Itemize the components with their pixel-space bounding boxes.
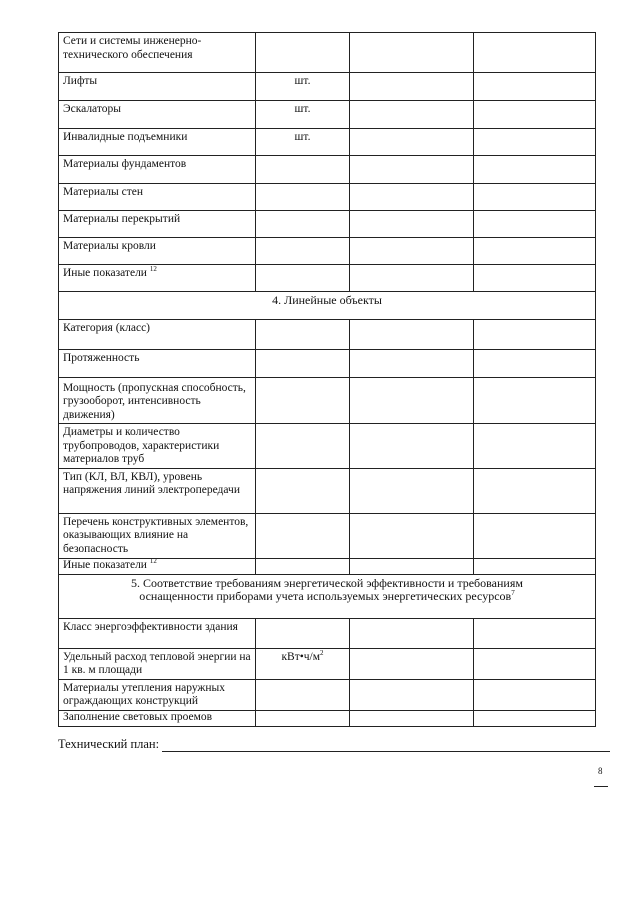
- row-label: [59, 265, 256, 292]
- value-cell: [350, 710, 474, 726]
- row-label: [59, 558, 256, 574]
- value-cell: [350, 320, 474, 350]
- table-row: [59, 350, 596, 378]
- value-cell: [474, 710, 596, 726]
- row-label: Материалы кровли: [59, 238, 256, 265]
- row-unit: [256, 350, 350, 378]
- table-row: [59, 468, 596, 513]
- value-cell: [474, 320, 596, 350]
- value-cell: [350, 468, 474, 513]
- value-cell: [350, 211, 474, 238]
- section-title: [59, 574, 596, 618]
- value-cell: [350, 648, 474, 679]
- page-number: 8: [598, 766, 603, 776]
- row-unit: [256, 558, 350, 574]
- row-label: Материалы фундаментов: [59, 156, 256, 184]
- value-cell: [474, 238, 596, 265]
- row-label-text: Иные показатели: [63, 558, 147, 571]
- row-unit: [256, 618, 350, 648]
- section-title: 4. Линейные объекты: [59, 292, 596, 320]
- table-row: [59, 101, 596, 129]
- row-unit: [256, 238, 350, 265]
- value-cell: [350, 513, 474, 558]
- row-unit: шт.: [256, 73, 350, 101]
- footnote-ref: 12: [149, 558, 157, 565]
- value-cell: [474, 558, 596, 574]
- value-cell: [350, 184, 474, 211]
- value-cell: [350, 558, 474, 574]
- value-cell: [474, 129, 596, 156]
- row-label: Категория (класс): [59, 320, 256, 350]
- table-row: [59, 320, 596, 350]
- row-label: Материалы перекрытий: [59, 211, 256, 238]
- value-cell: [350, 33, 474, 73]
- value-cell: [474, 648, 596, 679]
- technical-plan-label: Технический план:: [58, 737, 160, 751]
- row-unit: [256, 679, 350, 710]
- value-cell: [350, 101, 474, 129]
- row-label: Тип (КЛ, ВЛ, КВЛ), уровень напряжения линий электропередачи: [59, 468, 256, 513]
- value-cell: [474, 33, 596, 73]
- table-row: [59, 648, 596, 679]
- page-number-underline: [594, 786, 608, 787]
- table-row: [59, 265, 596, 292]
- row-unit: [256, 648, 350, 679]
- value-cell: [474, 265, 596, 292]
- row-label: Удельный расход тепловой энергии на 1 кв. м площади: [59, 648, 256, 679]
- section-title-text: 5. Соответствие требованиям энергетической эффективности и требованиям оснащенности приборами учета используемых энергетических ресурсов: [131, 575, 523, 603]
- row-unit: [256, 265, 350, 292]
- value-cell: [474, 468, 596, 513]
- section-header-row: [59, 292, 596, 320]
- technical-plan-underline: [162, 738, 610, 752]
- table-row: [59, 33, 596, 73]
- value-cell: [474, 211, 596, 238]
- row-label: Класс энергоэффективности здания: [59, 618, 256, 648]
- value-cell: [350, 129, 474, 156]
- table-row: [59, 618, 596, 648]
- value-cell: [350, 679, 474, 710]
- row-unit: [256, 184, 350, 211]
- value-cell: [474, 618, 596, 648]
- section-header-row: [59, 574, 596, 618]
- table-row: [59, 73, 596, 101]
- row-label: Заполнение световых проемов: [59, 710, 256, 726]
- value-cell: [474, 679, 596, 710]
- table-row: [59, 513, 596, 558]
- row-label: Эскалаторы: [59, 101, 256, 129]
- value-cell: [474, 184, 596, 211]
- table-row: [59, 238, 596, 265]
- row-unit: [256, 513, 350, 558]
- row-unit: шт.: [256, 129, 350, 156]
- table-row: [59, 129, 596, 156]
- row-label: Протяженность: [59, 350, 256, 378]
- row-unit: [256, 424, 350, 469]
- table-row: [59, 558, 596, 574]
- row-label: Инвалидные подъемники: [59, 129, 256, 156]
- table-row: [59, 211, 596, 238]
- row-unit: [256, 211, 350, 238]
- value-cell: [350, 350, 474, 378]
- value-cell: [474, 73, 596, 101]
- value-cell: [474, 101, 596, 129]
- unit-text: кВт•ч/м: [281, 650, 321, 663]
- row-label: Материалы стен: [59, 184, 256, 211]
- value-cell: [474, 424, 596, 469]
- value-cell: [350, 238, 474, 265]
- table-row: [59, 424, 596, 469]
- table-row: [59, 184, 596, 211]
- table-row: [59, 679, 596, 710]
- table-row: [59, 710, 596, 726]
- row-unit: [256, 33, 350, 73]
- row-label: Мощность (пропускная способность, грузооборот, интенсивность движения): [59, 378, 256, 424]
- row-label: Материалы утепления наружных ограждающих конструкций: [59, 679, 256, 710]
- row-label-text: Иные показатели: [63, 267, 147, 279]
- characteristics-table: [58, 32, 596, 727]
- row-unit: [256, 378, 350, 424]
- value-cell: [350, 378, 474, 424]
- value-cell: [474, 513, 596, 558]
- row-label: Диаметры и количество трубопроводов, характеристики материалов труб: [59, 424, 256, 469]
- value-cell: [474, 350, 596, 378]
- value-cell: [350, 618, 474, 648]
- value-cell: [474, 156, 596, 184]
- technical-plan: [58, 737, 610, 752]
- footnote-ref: 12: [149, 265, 157, 274]
- row-unit: шт.: [256, 101, 350, 129]
- row-label: Перечень конструктивных элементов, оказывающих влияние на безопасность: [59, 513, 256, 558]
- footnote-ref: 7: [511, 589, 515, 597]
- table-row: [59, 378, 596, 424]
- row-unit: [256, 156, 350, 184]
- value-cell: [350, 265, 474, 292]
- value-cell: [350, 73, 474, 101]
- row-unit: [256, 710, 350, 726]
- unit-exponent: 2: [320, 648, 324, 657]
- row-label: Лифты: [59, 73, 256, 101]
- value-cell: [474, 378, 596, 424]
- row-unit: [256, 320, 350, 350]
- value-cell: [350, 156, 474, 184]
- value-cell: [350, 424, 474, 469]
- row-unit: [256, 468, 350, 513]
- row-label: Сети и системы инженерно-технического обеспечения: [59, 33, 256, 73]
- table-row: [59, 156, 596, 184]
